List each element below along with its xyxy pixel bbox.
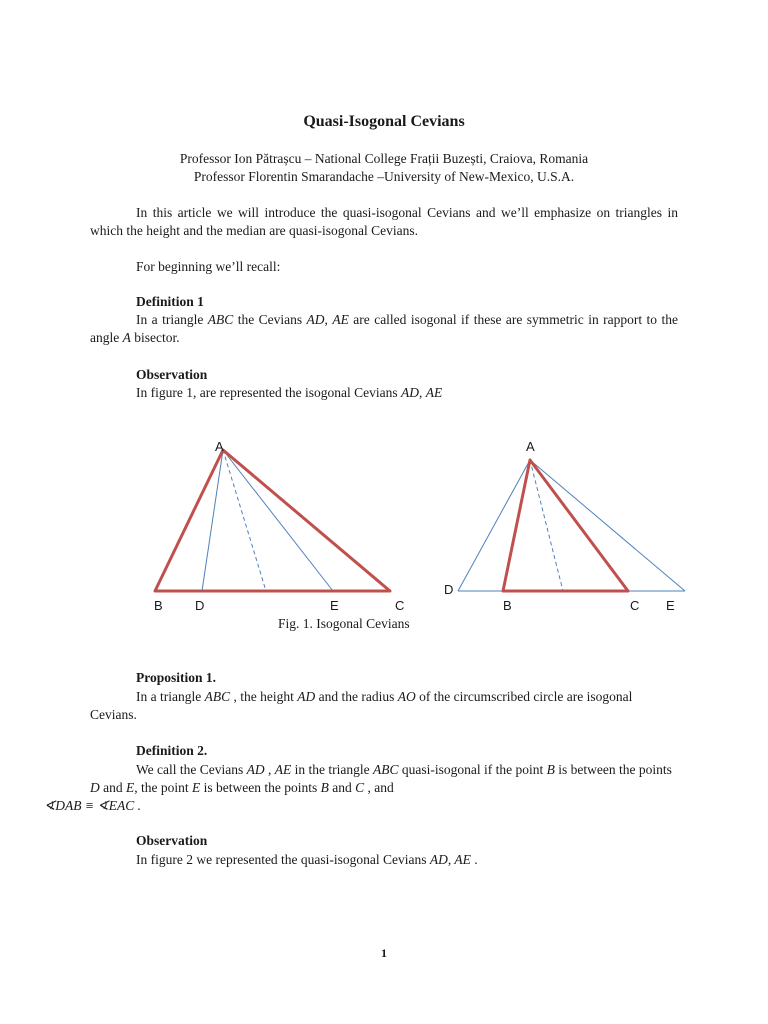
recall-line: For beginning we’ll recall:	[136, 259, 281, 274]
label-e-right: E	[666, 598, 675, 613]
figure-1-caption: Fig. 1. Isogonal Cevians	[278, 616, 410, 631]
definition-1-text: In a triangle ABC the Cevians AD, AE are called isogonal if these are symmetric in rapport to the angle A bisector.	[90, 312, 678, 345]
definition-1-heading: Definition 1	[136, 294, 204, 309]
cevian-ad-right	[458, 460, 530, 591]
label-a-right: A	[526, 439, 535, 454]
label-b-left: B	[154, 598, 163, 613]
triangle-abc-left	[155, 450, 390, 591]
right-triangle-diagram	[444, 439, 685, 613]
paper-title: Quasi-Isogonal Cevians	[303, 113, 465, 130]
cevian-ae-right	[530, 460, 685, 591]
label-b-right: B	[503, 598, 512, 613]
author-2: Professor Florentin Smarandache –University of New-Mexico, U.S.A.	[193, 169, 575, 184]
observation-1-text: In figure 1, are represented the isogonal Cevians AD, AE	[136, 385, 443, 400]
observation-1-heading: Observation	[136, 367, 208, 382]
proposition-1-text: In a triangle ABC , the height AD and the radius AO of the circumscribed circle are isogonal Cevians.	[90, 689, 633, 722]
definition-2-text: We call the Cevians AD , AE in the triangle ABC quasi-isogonal if the point B is between the points D and E, the point E is between the points B and C , and ∢DAB ≡ ∢EAC .	[44, 762, 672, 813]
left-triangle-diagram	[154, 439, 404, 613]
label-d-right: D	[444, 582, 454, 597]
page-number: 1	[381, 946, 387, 960]
label-a-left: A	[215, 439, 224, 454]
cevian-ae-left	[223, 450, 333, 591]
label-e-left: E	[330, 598, 339, 613]
label-c-right: C	[630, 598, 640, 613]
definition-2-heading: Definition 2.	[136, 743, 208, 758]
label-c-left: C	[395, 598, 405, 613]
author-1: Professor Ion Pătrașcu – National College Frații Buzești, Craiova, Romania	[179, 151, 589, 166]
observation-2-heading: Observation	[136, 833, 208, 848]
bisector-left	[223, 450, 266, 591]
observation-2-text: In figure 2 we represented the quasi-isogonal Cevians AD, AE .	[136, 852, 478, 867]
triangle-abc-right	[503, 460, 628, 591]
proposition-1-heading: Proposition 1.	[136, 670, 217, 685]
intro-paragraph: In this article we will introduce the quasi-isogonal Cevians and we’ll emphasize on triangles in which the height and the median are quasi-isogonal Cevians.	[90, 205, 678, 238]
label-d-left: D	[195, 598, 205, 613]
angle-formula: ∢DAB ≡ ∢EAC .	[44, 798, 141, 813]
